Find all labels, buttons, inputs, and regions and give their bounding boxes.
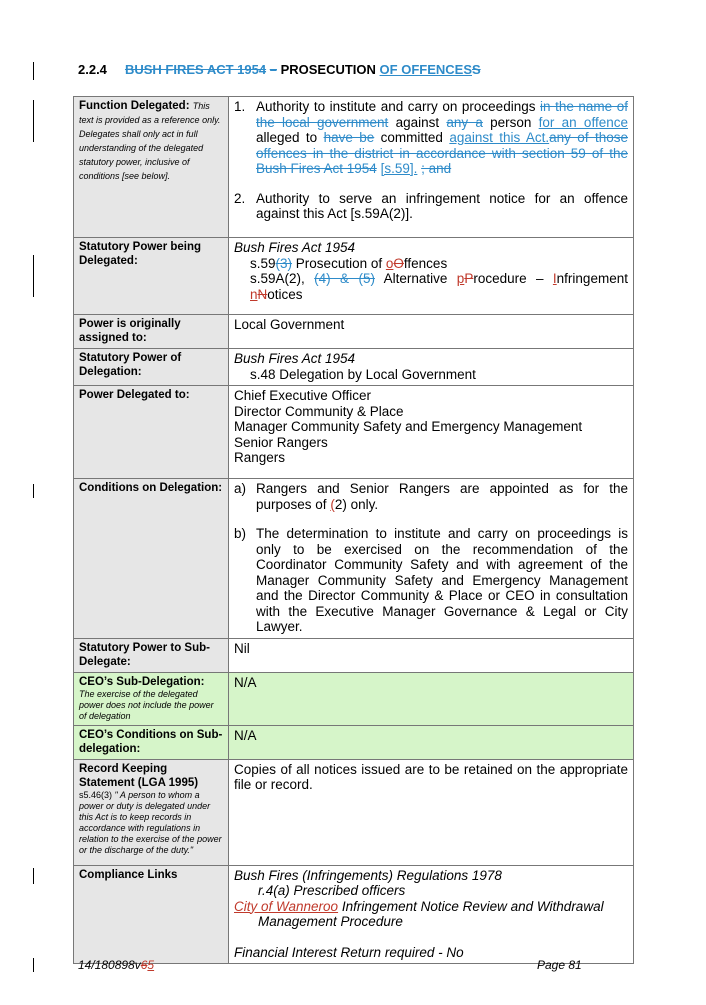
list-item (234, 99, 628, 177)
item-number: 2. (234, 190, 246, 206)
reference-note: This text is provided as a reference only. Delegates shall only act in full understanding of the delegated statutory power, inclusive of conditions [see below]. (79, 101, 221, 181)
financial-interest: Financial Interest Return required - No (234, 944, 464, 960)
row-compliance (74, 865, 634, 964)
function-delegated-label: Function Delegated: (79, 100, 190, 112)
list-item: a) Rangers and Senior Rangers are appointed as for the purposes of (2) only. (234, 481, 628, 512)
deleted-letter: S (472, 62, 481, 77)
section-line: nNotices (250, 286, 303, 302)
row-record-keeping (74, 759, 634, 865)
ceo-sub-value: N/A (229, 672, 634, 725)
deleted-title: BUSH FIRES ACT 1954 (124, 62, 267, 77)
change-bar (33, 100, 34, 142)
ceo-conditions-value: N/A (229, 725, 634, 759)
section-number: 2.2.4 (78, 62, 107, 77)
ceo-sub-note: The exercise of the delegated power does not include the power of delegation (79, 688, 214, 721)
row-sub-delegate (74, 638, 634, 672)
conditions-label: Conditions on Delegation: (74, 479, 229, 639)
delegate-item: Manager Community Safety and Emergency Management (234, 419, 583, 434)
item-text: Authority to serve an infringement notice for an offence against this Act [s.59A(2)]. (256, 190, 628, 221)
value-cell (229, 479, 634, 639)
label-cell (74, 759, 229, 865)
change-bar (33, 62, 34, 80)
change-bar (33, 484, 34, 498)
row-statutory-delegation (74, 349, 634, 386)
sub-delegate-label: Statutory Power to Sub-Delegate: (74, 638, 229, 672)
row-statutory-power (74, 238, 634, 315)
value-cell (229, 865, 634, 964)
delegate-item: Chief Executive Officer (234, 388, 372, 403)
act-name: Bush Fires Act 1954 (234, 240, 356, 255)
value-cell (229, 238, 634, 315)
statutory-power-label: Statutory Power being Delegated: (74, 238, 229, 315)
value-cell (229, 97, 634, 238)
ceo-conditions-label: CEO’s Conditions on Sub-delegation: (74, 725, 229, 759)
inserted-title: OF OFFENCES (379, 62, 472, 77)
deleted-dash: – (269, 62, 277, 77)
power-assigned-value: Local Government (229, 315, 634, 349)
row-ceo-sub-delegation (74, 672, 634, 725)
sub-delegate-value: Nil (229, 638, 634, 672)
row-power-delegated-to (74, 386, 634, 479)
list-item: b) The determination to institute and carry on proceedings is only to be exercised on the recommendation of the Coordinator Community Safety and with agreement of the Manager Community Safety and Emergency Management and the Director Community & Place or CEO in consultation with the Executive Manager Governance & Legal or City Lawyer. (234, 526, 628, 634)
row-conditions (74, 479, 634, 639)
label-cell (74, 672, 229, 725)
power-delegated-to-label: Power Delegated to: (74, 386, 229, 479)
act-name: Bush Fires Act 1954 (234, 351, 356, 366)
item-text: Authority to institute and carry on proceedings in the name of the local government against any a person for an offence alleged to have be committed against this Act.any of those offences in the district in accordance with section 59 of the Bush Fires Act 1954 [s.59]. ; and (256, 99, 628, 176)
page-number: Page 81 (537, 958, 582, 972)
record-keeping-quote: s5.46(3) " A person to whom a power or duty is delegated under this Act is to keep records in accordance with regulations in relation to the exercise of the power or the discharge of the duty." (79, 789, 222, 855)
change-bar (33, 868, 34, 884)
regulation-name: Bush Fires (Infringements) Regulations 1978 (234, 867, 502, 883)
list-item (234, 191, 628, 222)
procedure-link: City of Wanneroo Infringement Notice Review and Withdrawal (234, 898, 604, 914)
record-keeping-value: Copies of all notices issued are to be retained on the appropriate file or record. (229, 759, 634, 865)
procedure-line: Management Procedure (258, 914, 403, 929)
section-heading (78, 62, 481, 77)
delegate-item: Rangers (234, 450, 286, 465)
compliance-label: Compliance Links (74, 865, 229, 964)
section-title: PROSECUTION (280, 62, 376, 77)
row-power-assigned (74, 315, 634, 349)
value-cell (229, 349, 634, 386)
row-ceo-conditions (74, 725, 634, 759)
ceo-sub-label: CEO’s Sub-Delegation: (79, 675, 205, 688)
value-cell (229, 386, 634, 479)
delegate-item: Senior Rangers (234, 434, 328, 450)
statutory-delegation-label: Statutory Power of Delegation: (74, 349, 229, 386)
label-cell (74, 97, 229, 238)
row-function-delegated (74, 97, 634, 238)
power-assigned-label: Power is originally assigned to: (74, 315, 229, 349)
delegation-table (73, 96, 634, 964)
section-line: s.48 Delegation by Local Government (250, 366, 476, 382)
section-line: s.59(3) Prosecution of oOffences (250, 255, 448, 271)
delegate-item: Director Community & Place (234, 403, 404, 419)
record-keeping-label: Record Keeping Statement (LGA 1995) (79, 762, 199, 789)
section-line: s.59A(2), (4) & (5) Alternative pProcedure – Infringement (250, 271, 628, 286)
item-number: 1. (234, 99, 246, 114)
regulation-sub: r.4(a) Prescribed officers (258, 883, 406, 898)
change-bar (33, 958, 34, 972)
change-bar (33, 255, 34, 297)
document-reference: 14/180898v65 (78, 958, 155, 972)
